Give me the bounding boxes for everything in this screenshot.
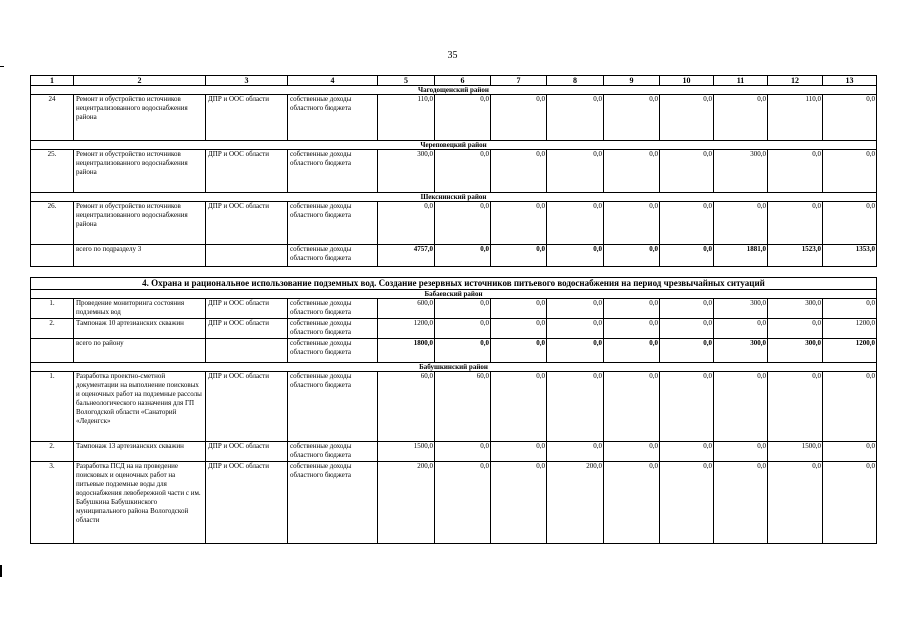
total-row bbox=[31, 339, 877, 363]
amount-cell: 0,0 bbox=[768, 202, 823, 245]
amount-cell: 0,0 bbox=[435, 339, 491, 363]
amount-cell: 0,0 bbox=[604, 372, 660, 442]
row-number: 3. bbox=[31, 462, 74, 544]
funding-source: собственные доходы областного бюджета bbox=[288, 462, 378, 544]
data-row bbox=[31, 319, 877, 339]
column-header: 8 bbox=[547, 76, 604, 86]
amount-cell: 0,0 bbox=[547, 202, 604, 245]
amount-cell: 0,0 bbox=[547, 442, 604, 462]
amount-cell: 0,0 bbox=[823, 95, 877, 141]
region-title: Бабушкинский район bbox=[31, 363, 877, 372]
amount-cell: 0,0 bbox=[435, 202, 491, 245]
executor: ДПР и ООС области bbox=[206, 462, 288, 544]
column-header: 11 bbox=[714, 76, 768, 86]
amount-cell: 1200,0 bbox=[378, 319, 435, 339]
amount-cell: 0,0 bbox=[547, 245, 604, 267]
funding-source: собственные доходы областного бюджета bbox=[288, 202, 378, 245]
amount-cell: 200,0 bbox=[547, 462, 604, 544]
amount-cell: 0,0 bbox=[435, 462, 491, 544]
amount-cell: 1800,0 bbox=[378, 339, 435, 363]
amount-cell: 0,0 bbox=[435, 299, 491, 319]
row-number: 26. bbox=[31, 202, 74, 245]
column-header: 12 bbox=[768, 76, 823, 86]
region-title: Шекснинский район bbox=[31, 193, 877, 202]
region-row bbox=[31, 86, 877, 95]
amount-cell: 0,0 bbox=[823, 202, 877, 245]
amount-cell: 110,0 bbox=[378, 95, 435, 141]
funding-source: собственные доходы областного бюджета bbox=[288, 299, 378, 319]
data-row bbox=[31, 150, 877, 193]
funding-source: собственные доходы областного бюджета bbox=[288, 95, 378, 141]
column-header: 13 bbox=[823, 76, 877, 86]
amount-cell: 300,0 bbox=[714, 150, 768, 193]
amount-cell: 0,0 bbox=[491, 319, 547, 339]
amount-cell: 0,0 bbox=[660, 372, 714, 442]
executor bbox=[206, 245, 288, 267]
row-number: 2. bbox=[31, 442, 74, 462]
amount-cell: 0,0 bbox=[768, 372, 823, 442]
amount-cell: 0,0 bbox=[604, 319, 660, 339]
amount-cell: 0,0 bbox=[660, 319, 714, 339]
amount-cell: 0,0 bbox=[660, 202, 714, 245]
amount-cell: 0,0 bbox=[547, 339, 604, 363]
amount-cell: 0,0 bbox=[491, 150, 547, 193]
amount-cell: 0,0 bbox=[823, 150, 877, 193]
executor: ДПР и ООС области bbox=[206, 442, 288, 462]
region-row bbox=[31, 141, 877, 150]
amount-cell: 0,0 bbox=[714, 202, 768, 245]
activity-name: Тампонаж 10 артезианских скважин bbox=[74, 319, 206, 339]
amount-cell: 0,0 bbox=[547, 299, 604, 319]
amount-cell: 0,0 bbox=[660, 95, 714, 141]
amount-cell: 1500,0 bbox=[378, 442, 435, 462]
section-title: 4. Охрана и рациональное использование подземных вод. Создание резервных источников питьевого водоснабжения на период чрезвычайных ситуаций bbox=[31, 278, 877, 290]
column-header: 2 bbox=[74, 76, 206, 86]
region-row bbox=[31, 193, 877, 202]
amount-cell: 0,0 bbox=[660, 299, 714, 319]
funding-source: собственные доходы областного бюджета bbox=[288, 245, 378, 267]
funding-source: собственные доходы областного бюджета bbox=[288, 319, 378, 339]
amount-cell: 0,0 bbox=[491, 339, 547, 363]
amount-cell: 1523,0 bbox=[768, 245, 823, 267]
region-row bbox=[31, 290, 877, 299]
region-title: Череповецкий район bbox=[31, 141, 877, 150]
amount-cell: 200,0 bbox=[378, 462, 435, 544]
amount-cell: 4757,0 bbox=[378, 245, 435, 267]
executor: ДПР и ООС области bbox=[206, 202, 288, 245]
amount-cell: 0,0 bbox=[823, 442, 877, 462]
amount-cell: 0,0 bbox=[768, 150, 823, 193]
section-row bbox=[31, 278, 877, 290]
gap-row bbox=[31, 267, 877, 278]
amount-cell: 0,0 bbox=[604, 462, 660, 544]
amount-cell: 60,0 bbox=[378, 372, 435, 442]
amount-cell: 300,0 bbox=[768, 299, 823, 319]
column-header: 6 bbox=[435, 76, 491, 86]
amount-cell: 0,0 bbox=[660, 150, 714, 193]
amount-cell: 0,0 bbox=[604, 202, 660, 245]
amount-cell: 0,0 bbox=[823, 462, 877, 544]
amount-cell: 0,0 bbox=[604, 299, 660, 319]
amount-cell: 0,0 bbox=[823, 299, 877, 319]
executor: ДПР и ООС области bbox=[206, 95, 288, 141]
amount-cell: 0,0 bbox=[604, 150, 660, 193]
data-row bbox=[31, 442, 877, 462]
executor: ДПР и ООС области bbox=[206, 150, 288, 193]
activity-name: Проведение мониторинга состояния подземных вод bbox=[74, 299, 206, 319]
row-number: 1. bbox=[31, 299, 74, 319]
budget-table bbox=[30, 75, 877, 544]
amount-cell: 0,0 bbox=[435, 245, 491, 267]
amount-cell: 0,0 bbox=[491, 202, 547, 245]
amount-cell: 0,0 bbox=[491, 245, 547, 267]
spacer bbox=[31, 267, 877, 278]
activity-name: Ремонт и обустройство источников нецентрализованного водоснабжения района bbox=[74, 150, 206, 193]
column-header: 3 bbox=[206, 76, 288, 86]
column-header: 7 bbox=[491, 76, 547, 86]
activity-name: Тампонаж 13 артезианских скважин bbox=[74, 442, 206, 462]
row-number: 25. bbox=[31, 150, 74, 193]
row-number: 24 bbox=[31, 95, 74, 141]
data-row bbox=[31, 462, 877, 544]
amount-cell: 0,0 bbox=[435, 319, 491, 339]
amount-cell: 0,0 bbox=[660, 462, 714, 544]
amount-cell: 0,0 bbox=[660, 245, 714, 267]
amount-cell: 0,0 bbox=[491, 462, 547, 544]
activity-name: Разработка ПСД на на проведение поисковых и оценочных работ на питьевые подземные воды для водоснабжения левобережной части с им. Бабушкина Бабушкинского муниципального района Вологодской области bbox=[74, 462, 206, 544]
column-header: 5 bbox=[378, 76, 435, 86]
page-number: 35 bbox=[447, 50, 458, 61]
amount-cell: 110,0 bbox=[768, 95, 823, 141]
data-row bbox=[31, 372, 877, 442]
executor: ДПР и ООС области bbox=[206, 299, 288, 319]
amount-cell: 300,0 bbox=[714, 339, 768, 363]
column-header: 10 bbox=[660, 76, 714, 86]
amount-cell: 0,0 bbox=[604, 95, 660, 141]
amount-cell: 0,0 bbox=[768, 462, 823, 544]
row-number bbox=[31, 245, 74, 267]
total-row bbox=[31, 245, 877, 267]
amount-cell: 0,0 bbox=[435, 150, 491, 193]
amount-cell: 1353,0 bbox=[823, 245, 877, 267]
data-row bbox=[31, 202, 877, 245]
data-row bbox=[31, 299, 877, 319]
funding-source: собственные доходы областного бюджета bbox=[288, 150, 378, 193]
funding-source: собственные доходы областного бюджета bbox=[288, 339, 378, 363]
row-number: 1. bbox=[31, 372, 74, 442]
amount-cell: 0,0 bbox=[435, 95, 491, 141]
region-title: Чагодощенский район bbox=[31, 86, 877, 95]
column-header: 4 bbox=[288, 76, 378, 86]
amount-cell: 0,0 bbox=[714, 462, 768, 544]
amount-cell: 0,0 bbox=[604, 339, 660, 363]
amount-cell: 0,0 bbox=[768, 319, 823, 339]
region-row bbox=[31, 363, 877, 372]
amount-cell: 0,0 bbox=[378, 202, 435, 245]
amount-cell: 0,0 bbox=[547, 372, 604, 442]
amount-cell: 0,0 bbox=[491, 372, 547, 442]
amount-cell: 0,0 bbox=[714, 319, 768, 339]
amount-cell: 0,0 bbox=[660, 442, 714, 462]
amount-cell: 1500,0 bbox=[768, 442, 823, 462]
amount-cell: 60,0 bbox=[435, 372, 491, 442]
amount-cell: 0,0 bbox=[714, 372, 768, 442]
activity-name: всего по району bbox=[74, 339, 206, 363]
executor: ДПР и ООС области bbox=[206, 372, 288, 442]
amount-cell: 0,0 bbox=[547, 95, 604, 141]
amount-cell: 0,0 bbox=[491, 95, 547, 141]
amount-cell: 300,0 bbox=[378, 150, 435, 193]
amount-cell: 0,0 bbox=[491, 442, 547, 462]
amount-cell: 0,0 bbox=[714, 442, 768, 462]
row-number: 2. bbox=[31, 319, 74, 339]
amount-cell: 0,0 bbox=[714, 95, 768, 141]
activity-name: Ремонт и обустройство источников нецентрализованного водоснабжения района bbox=[74, 202, 206, 245]
amount-cell: 0,0 bbox=[660, 339, 714, 363]
amount-cell: 0,0 bbox=[604, 245, 660, 267]
amount-cell: 0,0 bbox=[547, 150, 604, 193]
funding-source: собственные доходы областного бюджета bbox=[288, 442, 378, 462]
scan-edge-mark bbox=[0, 565, 2, 577]
data-row bbox=[31, 95, 877, 141]
amount-cell: 0,0 bbox=[604, 442, 660, 462]
amount-cell: 0,0 bbox=[491, 299, 547, 319]
activity-name: Разработка проектно-сметной документации на выполнение поисковых и оценочных работ на подземные рассолы бальнеологического назначения для ГП Вологодской области «Санаторий «Леденгск» bbox=[74, 372, 206, 442]
executor bbox=[206, 339, 288, 363]
amount-cell: 1881,0 bbox=[714, 245, 768, 267]
amount-cell: 1200,0 bbox=[823, 339, 877, 363]
scan-edge-mark bbox=[0, 66, 4, 67]
amount-cell: 1200,0 bbox=[823, 319, 877, 339]
funding-source: собственные доходы областного бюджета bbox=[288, 372, 378, 442]
executor: ДПР и ООС области bbox=[206, 319, 288, 339]
amount-cell: 0,0 bbox=[823, 372, 877, 442]
column-header: 1 bbox=[31, 76, 74, 86]
hdr-row bbox=[31, 76, 877, 86]
amount-cell: 300,0 bbox=[768, 339, 823, 363]
amount-cell: 300,0 bbox=[714, 299, 768, 319]
column-header: 9 bbox=[604, 76, 660, 86]
amount-cell: 0,0 bbox=[547, 319, 604, 339]
row-number bbox=[31, 339, 74, 363]
region-title: Бабаевский район bbox=[31, 290, 877, 299]
activity-name: Ремонт и обустройство источников нецентрализованного водоснабжения района bbox=[74, 95, 206, 141]
amount-cell: 600,0 bbox=[378, 299, 435, 319]
activity-name: всего по подразделу 3 bbox=[74, 245, 206, 267]
amount-cell: 0,0 bbox=[435, 442, 491, 462]
